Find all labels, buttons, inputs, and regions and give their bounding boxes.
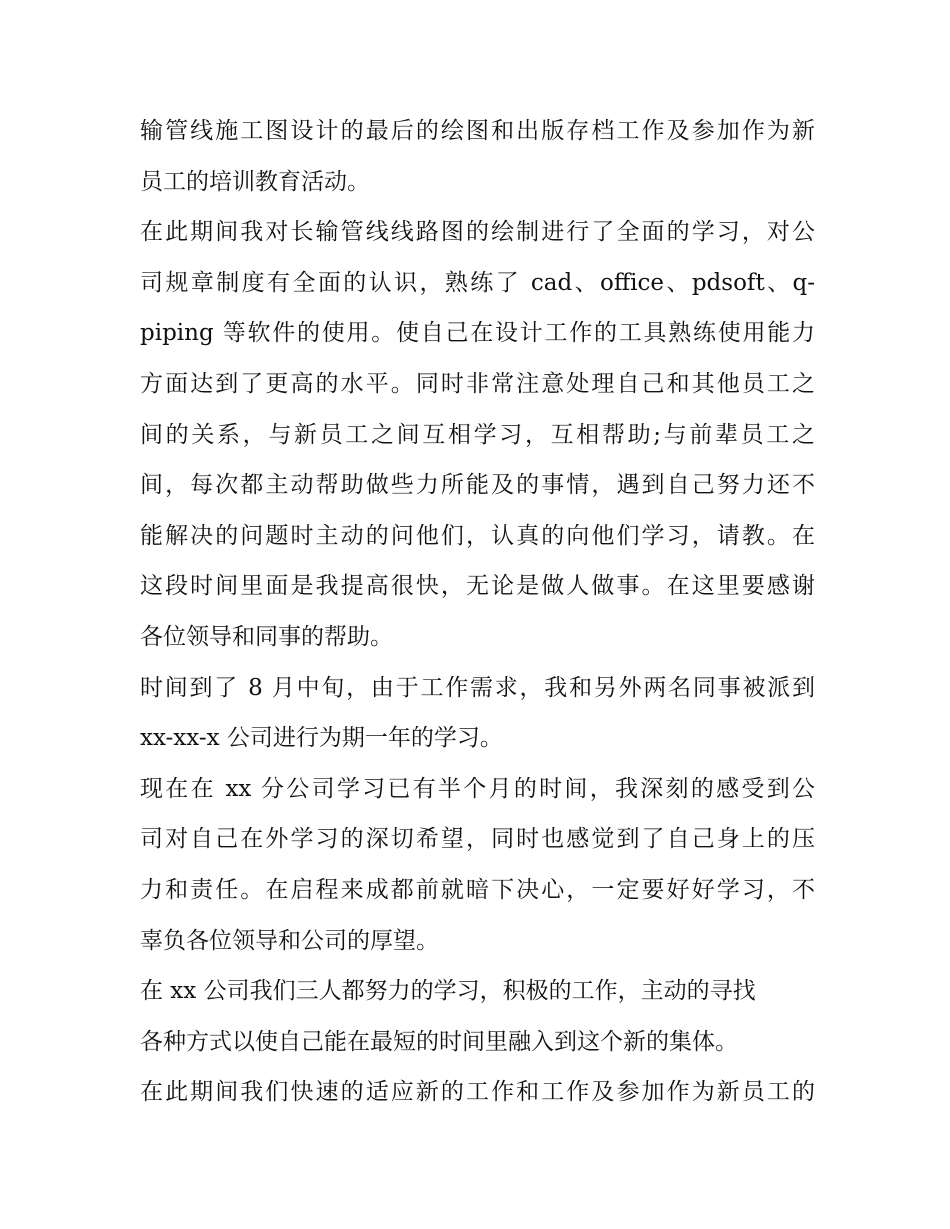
text-line: 这段时间里面是我提高很快，无论是做人做事。在这里要感谢: [140, 573, 815, 600]
text-line: 司对自己在外学习的深切希望，同时也感觉到了自己身上的压: [140, 826, 815, 853]
text-line: 现在在 xx 分公司学习已有半个月的时间，我深刻的感受到公: [140, 775, 815, 802]
text-line: 各种方式以使自己能在最短的时间里融入到这个新的集体。: [140, 1028, 738, 1055]
text-line: 司规章制度有全面的认识，熟练了 cad、office、pdsoft、q-: [140, 269, 815, 296]
text-line: piping 等软件的使用。使自己在设计工作的工具熟练使用能力: [140, 320, 815, 347]
text-line: 力和责任。在启程来成都前就暗下决心，一定要好好学习，不: [140, 876, 815, 903]
body-text: [140, 106, 815, 1118]
text-line: 在此期间我对长输管线线路图的绘制进行了全面的学习，对公: [140, 219, 815, 246]
text-line: 能解决的问题时主动的问他们，认真的向他们学习，请教。在: [140, 522, 815, 549]
text-line: 在此期间我们快速的适应新的工作和工作及参加作为新员工的: [140, 1079, 815, 1106]
text-line: 输管线施工图设计的最后的绘图和出版存档工作及参加作为新: [140, 118, 815, 144]
text-line: 在 xx 公司我们三人都努力的学习，积极的工作，主动的寻找: [140, 978, 756, 1005]
text-line: 间，每次都主动帮助做些力所能及的事情，遇到自己努力还不: [140, 472, 815, 499]
text-line: 方面达到了更高的水平。同时非常注意处理自己和其他员工之: [140, 370, 815, 397]
text-line: 员工的培训教育活动。: [140, 168, 370, 195]
text-line: xx-xx-x 公司进行为期一年的学习。: [140, 725, 503, 752]
text-line: 辜负各位领导和公司的厚望。: [140, 927, 439, 954]
text-line: 间的关系，与新员工之间互相学习，互相帮助;与前辈员工之: [140, 421, 815, 448]
text-line: 时间到了 8 月中旬，由于工作需求，我和另外两名同事被派到: [140, 674, 815, 701]
text-line: 各位领导和同事的帮助。: [140, 623, 393, 650]
